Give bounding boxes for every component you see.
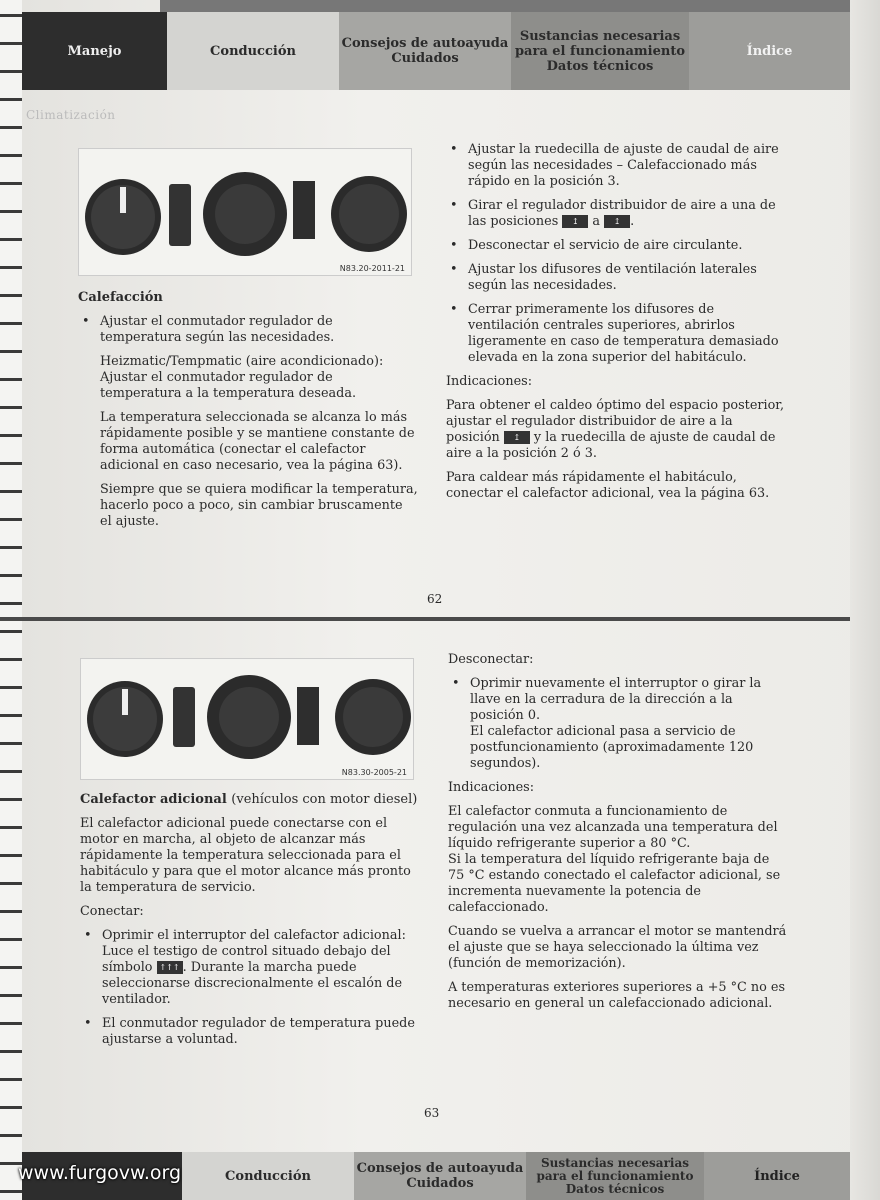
paragraph: El calefactor adicional pasa a servicio de postfuncionamiento (aproximadamente 120 segundos).	[470, 724, 754, 771]
tab-conduccion[interactable]: Conducción	[167, 12, 339, 90]
disconnect-label: Desconectar:	[448, 652, 534, 667]
top-strip	[160, 0, 850, 12]
watermark: www.furgovw.org	[18, 1162, 182, 1184]
tab-sustancias[interactable]: Sustancias necesarias para el funcionamiento Datos técnicos	[511, 12, 689, 90]
tab-sustancias[interactable]: Sustancias necesarias para el funcionamiento Datos técnicos	[526, 1152, 704, 1200]
climate-panel-figure	[80, 658, 414, 780]
tab-indice[interactable]: Índice	[689, 12, 850, 90]
page-number: 62	[427, 592, 443, 606]
climate-panel-drawing	[81, 659, 413, 779]
heading-calefactor: Calefactor adicional (vehículos con motor diesel)	[80, 792, 418, 807]
figure-code: N83.30-2005-21	[341, 768, 407, 777]
top-right-column	[446, 142, 786, 510]
page-number: 63	[424, 1106, 440, 1120]
bottom-right-column	[448, 652, 788, 1020]
top-left-column	[78, 290, 418, 538]
paragraph: El calefactor adicional puede conectarse con el motor en marcha, al objeto de alcanzar más rápidamente la temperatura seleccionada para el habitáculo y para que el motor alcance más pronto la temperatura de servicio.	[80, 816, 411, 895]
paragraph: Heizmatic/Tempmatic (aire acondicionado): Ajustar el conmutador regulador de temperatura a la temperatura deseada.	[100, 354, 384, 401]
tab-consejos[interactable]: Consejos de autoayuda Cuidados	[354, 1152, 526, 1200]
list-item: • Girar el regulador distribuidor de aire a una de las posiciones ↥ a ↥ .	[446, 198, 786, 230]
list-item: • Ajustar los difusores de ventilación laterales según las necesidades.	[446, 262, 786, 294]
seat-airflow-icon: ↥	[504, 431, 530, 444]
list-item: • El conmutador regulador de temperatura puede ajustarse a voluntad.	[80, 1016, 420, 1048]
bottom-left-column	[80, 792, 420, 1056]
list-item: • Ajustar la ruedecilla de ajuste de caudal de aire según las necesidades – Calefaccionado más rápido en la posición 3.	[446, 142, 786, 190]
climate-panel-drawing	[79, 149, 411, 275]
indications-label: Indicaciones:	[446, 374, 533, 389]
tab-indice[interactable]: Índice	[704, 1152, 850, 1200]
paragraph: Para obtener el caldeo óptimo del espacio posterior, ajustar el regulador distribuidor de aire a la posición ↥ y la ruedecilla de ajuste de caudal de aire a la posición 2 ó 3.	[446, 398, 785, 461]
heater-symbol-icon: ↑↑↑	[157, 961, 183, 974]
connect-label: Conectar:	[80, 904, 144, 919]
indications-label: Indicaciones:	[448, 780, 535, 795]
paragraph: A temperaturas exteriores superiores a +5 °C no es necesario en general un calefaccionado adicional.	[448, 980, 786, 1011]
heading-calefaccion: Calefacción	[78, 290, 163, 305]
page-divider	[0, 617, 880, 621]
tab-manejo[interactable]: Manejo	[22, 12, 167, 90]
paragraph: Si la temperatura del líquido refrigerante baja de 75 °C estando conectado el calefactor adicional, se incrementa nuevamente la potencia de calefaccionado.	[448, 852, 781, 915]
list-item: • Ajustar el conmutador regulador de temperatura según las necesidades.	[78, 314, 418, 346]
climate-panel-figure	[78, 148, 412, 276]
figure-code: N83.20-2011-21	[339, 264, 405, 273]
paragraph: Siempre que se quiera modificar la temperatura, hacerlo poco a poco, sin cambiar bruscamente el ajuste.	[100, 482, 418, 529]
top-tabs	[22, 12, 850, 90]
seat-airflow-icon: ↥	[562, 215, 588, 228]
tab-conduccion[interactable]: Conducción	[182, 1152, 354, 1200]
section-title: Climatización	[26, 108, 116, 122]
paragraph: Para caldear más rápidamente el habitáculo, conectar el calefactor adicional, vea la página 63.	[446, 470, 770, 501]
tab-consejos[interactable]: Consejos de autoayuda Cuidados	[339, 12, 511, 90]
binding-spiral	[0, 0, 22, 1200]
list-item: • Cerrar primeramente los difusores de ventilación centrales superiores, abrirlos ligeramente en caso de temperatura demasiado elevada en la zona superior del habitáculo.	[446, 302, 786, 366]
paragraph: El calefactor conmuta a funcionamiento de regulación una vez alcanzada una temperatura del líquido refrigerante superior a 80 °C.	[448, 804, 778, 851]
paragraph: Cuando se vuelva a arrancar el motor se mantendrá el ajuste que se haya seleccionado la última vez (función de memorización).	[448, 924, 787, 971]
paragraph: La temperatura seleccionada se alcanza lo más rápidamente posible y se mantiene constante de forma automática (conectar el calefactor adicional en caso necesario, vea la página 63).	[100, 410, 415, 473]
page-edge	[850, 0, 880, 1200]
list-item: • Oprimir nuevamente el interruptor o girar la llave en la cerradura de la dirección a la posición 0.	[448, 676, 788, 724]
list-item: • Oprimir el interruptor del calefactor adicional: Luce el testigo de control situado debajo del símbolo ↑↑↑ . Durante la marcha puede seleccionarse discrecionalmente el escalón de ventilador.	[80, 928, 420, 1008]
list-item: • Desconectar el servicio de aire circulante.	[446, 238, 786, 254]
seat-airflow-icon: ↥	[604, 215, 630, 228]
